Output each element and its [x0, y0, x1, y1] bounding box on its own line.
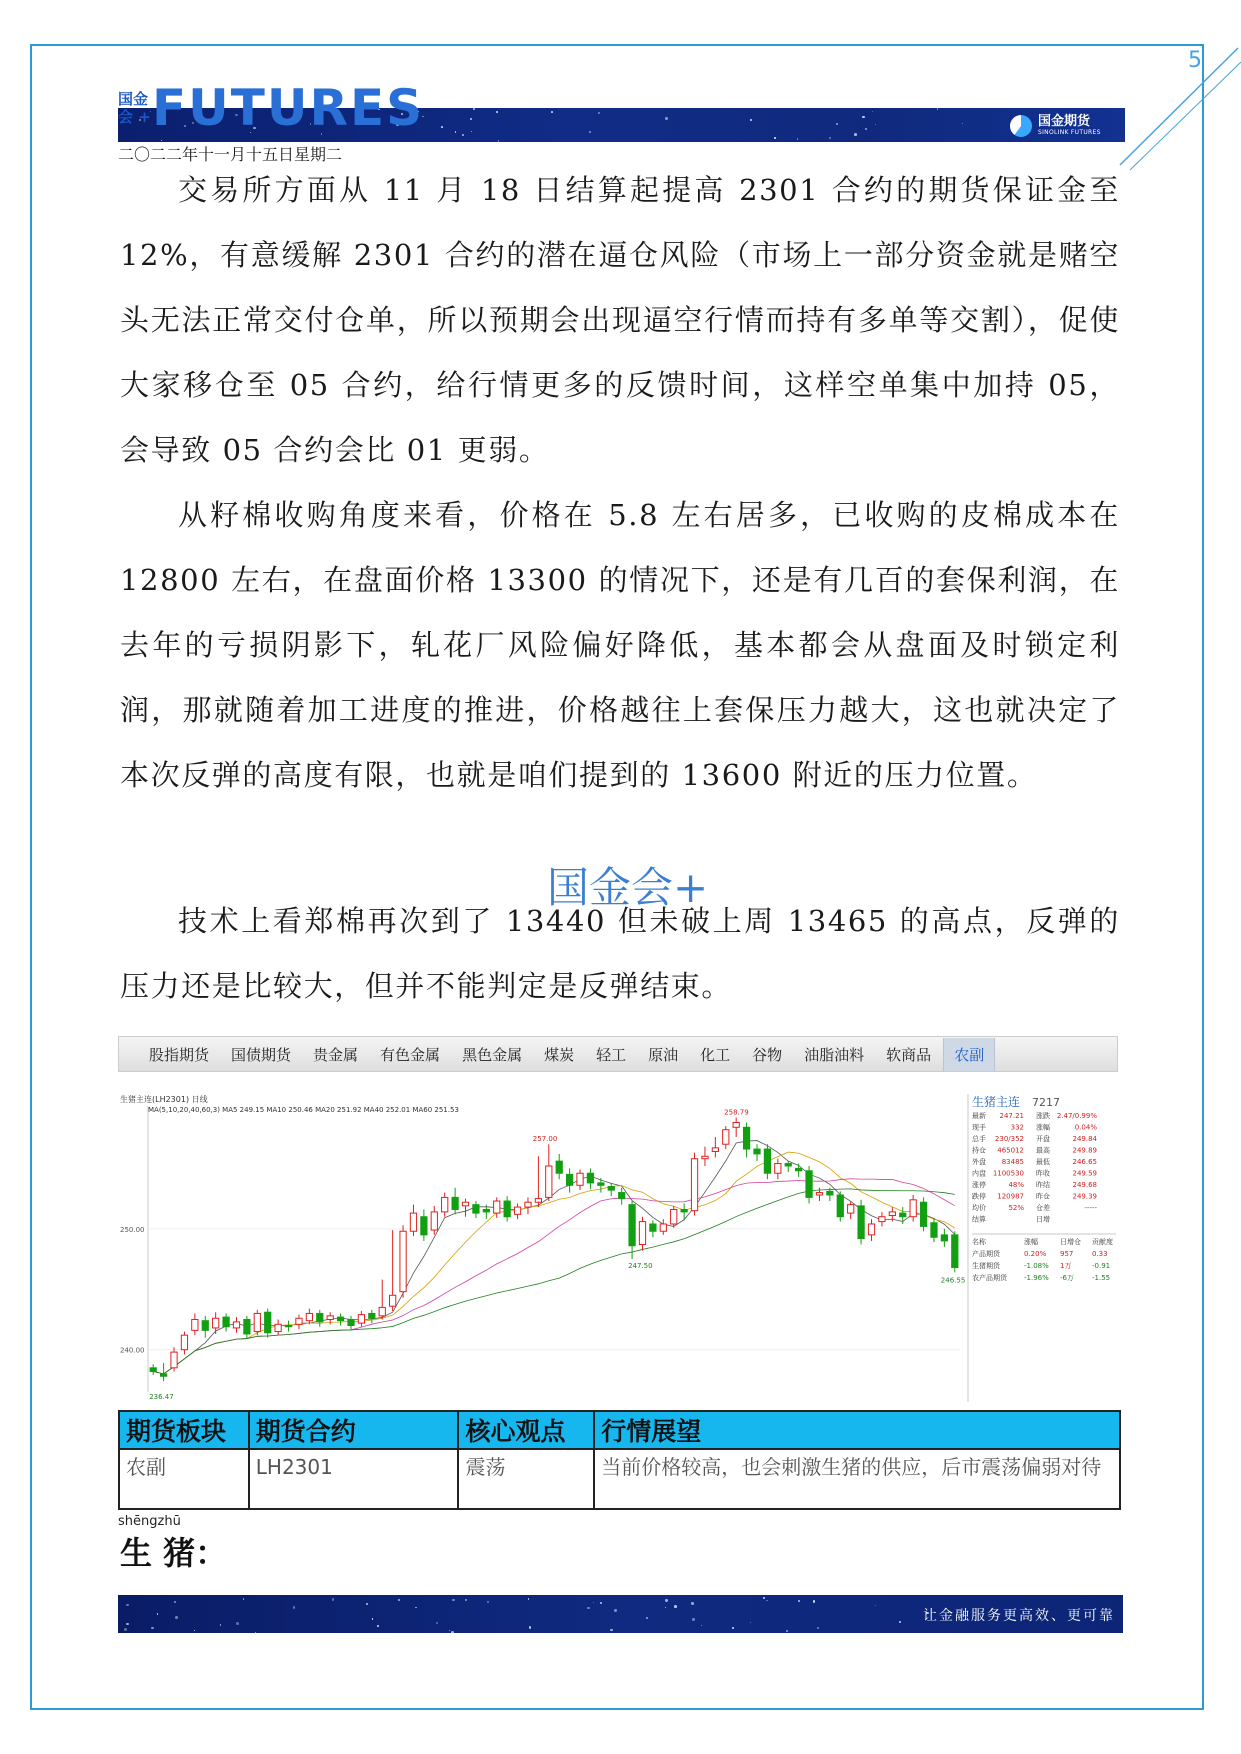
band-star-dot — [415, 1607, 417, 1609]
candle-body — [691, 1159, 697, 1211]
candle-body — [504, 1201, 510, 1217]
quote-field-label: 开盘 — [1036, 1135, 1050, 1143]
candle-body — [712, 1148, 718, 1152]
band-star-dot — [462, 134, 464, 136]
candle-body — [743, 1127, 749, 1149]
paragraph-margin: 交易所方面从 11 月 18 日结算起提高 2301 合约的期货保证金至 12%，有意缓解 2301 合约的潜在逼仓风险（市场上一部分资金就是赌空头无法正常交付仓单，所以预期会出现逼空行情而持有多单等交割），促使大家移仓至 05 合约，给行情更多的反馈时间，这样空单集中加持 05，会导致 05 合约会比 01 更弱。 — [120, 173, 1120, 467]
candle-body — [754, 1149, 760, 1154]
chart-ma-legend: MA(5,10,20,40,60,3) MA5 249.15 MA10 250.46 MA20 251.92 MA40 252.01 MA60 251.53 — [148, 1106, 459, 1114]
candle-body — [608, 1187, 614, 1191]
quote-field-label: 总手 — [972, 1135, 986, 1143]
band-star-dot — [220, 1624, 221, 1625]
band-star-dot — [875, 1605, 876, 1606]
chart-last-label: 246.55 — [940, 1276, 966, 1285]
band-star-dot — [701, 1625, 702, 1626]
band-star-dot — [732, 1627, 734, 1629]
candle-body — [535, 1199, 541, 1203]
quote-field-label: 昨结 — [1036, 1181, 1050, 1189]
band-star-dot — [126, 1623, 129, 1626]
candle-body — [202, 1321, 208, 1331]
quote-field-label: 持仓 — [972, 1146, 986, 1155]
candle-body — [556, 1161, 562, 1173]
band-star-dot — [774, 137, 776, 139]
chart-mid-high-label: 257.00 — [532, 1135, 558, 1144]
candle-body — [910, 1200, 916, 1217]
quote-field-value: 83485 — [1001, 1158, 1024, 1166]
quote-section-cell: 0.20% — [1024, 1250, 1047, 1258]
band-star-dot — [862, 116, 864, 118]
candle-body — [452, 1197, 458, 1209]
candle-body — [837, 1195, 843, 1217]
outlook-table — [118, 1410, 1121, 1510]
candle-body — [619, 1193, 625, 1199]
candle-body — [775, 1164, 781, 1174]
quote-section-header: 涨幅 — [1024, 1238, 1038, 1246]
candlestick-chart — [118, 1092, 1118, 1404]
table-row — [119, 1449, 1120, 1509]
band-star-dot — [610, 1629, 612, 1631]
band-star-dot — [766, 1600, 767, 1601]
chart-high-label: 258.79 — [724, 1108, 749, 1117]
category-tab[interactable]: 原油 — [648, 1045, 679, 1064]
candle-body — [566, 1174, 572, 1185]
band-star-dot — [194, 1630, 195, 1631]
candle-body — [681, 1209, 687, 1211]
chart-svg — [118, 1092, 1118, 1404]
candle-body — [577, 1173, 583, 1185]
candle-body — [639, 1222, 645, 1245]
band-star-dot — [875, 124, 876, 125]
candle-body — [390, 1295, 396, 1306]
band-star-dot — [236, 1622, 239, 1625]
candle-body — [660, 1224, 666, 1231]
logo-cn: 国金期货 — [1038, 114, 1091, 129]
quote-field-value: 2.47/0.99% — [1056, 1112, 1097, 1120]
candle-body — [473, 1205, 479, 1213]
band-star-dot — [600, 1602, 602, 1604]
band-star-dot — [451, 1631, 454, 1633]
logo-en: SINOLINK FUTURES — [1038, 129, 1101, 136]
band-star-dot — [665, 1599, 667, 1601]
candle-body — [275, 1324, 281, 1331]
candle-body — [525, 1202, 531, 1207]
quote-field-label: 最高 — [1036, 1146, 1050, 1155]
category-tab[interactable]: 软商品 — [886, 1045, 932, 1064]
candle-body — [868, 1224, 874, 1235]
band-star-dot — [899, 1621, 901, 1623]
band-star-dot — [854, 133, 857, 136]
candle-body — [410, 1213, 416, 1231]
candle-body — [254, 1313, 260, 1331]
quote-field-value: 249.89 — [1072, 1146, 1097, 1155]
candle-body — [150, 1368, 156, 1372]
candle-body — [462, 1202, 468, 1206]
candle-body — [587, 1173, 593, 1183]
quote-name: 生猪主连 — [972, 1095, 1021, 1109]
table-header-sector: 期货板块 — [119, 1411, 249, 1449]
band-star-dot — [646, 1617, 648, 1619]
sinolink-logo — [1010, 113, 1101, 139]
table-cell-contract: LH2301 — [249, 1449, 459, 1509]
quote-field-value: 249.59 — [1072, 1169, 1097, 1178]
band-star-dot — [487, 1601, 489, 1603]
quote-section-cell: 0.33 — [1092, 1250, 1108, 1258]
brand-futures: FUTURES — [152, 79, 425, 137]
category-tab[interactable]: 黑色金属 — [462, 1045, 523, 1064]
table-header-view: 核心观点 — [458, 1411, 594, 1449]
band-star-dot — [872, 111, 873, 112]
band-star-dot — [398, 1599, 400, 1601]
candle-body — [317, 1313, 323, 1321]
quote-field-label: 结算 — [972, 1215, 986, 1224]
band-star-dot — [817, 1627, 819, 1629]
candle-body — [816, 1193, 822, 1195]
band-star-dot — [598, 112, 600, 114]
brand-small-line2: 会 + — [118, 108, 151, 126]
quote-field-value: 230/352 — [994, 1135, 1024, 1143]
band-star-dot — [255, 1632, 256, 1633]
candle-body — [296, 1318, 302, 1324]
band-star-dot — [465, 1599, 467, 1601]
band-star-dot — [293, 1606, 295, 1608]
band-star-dot — [473, 108, 475, 110]
category-tab[interactable]: 农副 — [943, 1038, 995, 1071]
band-star-dot — [937, 108, 939, 110]
quote-field-value: 465012 — [997, 1146, 1024, 1155]
candle-body — [848, 1205, 854, 1213]
quote-section-cell: -1.08% — [1024, 1262, 1049, 1270]
table-cell-sector: 农副 — [119, 1449, 249, 1509]
quote-section-cell: 生猪期货 — [972, 1262, 1000, 1270]
category-tab[interactable]: 谷物 — [752, 1045, 783, 1064]
table-header-contract: 期货合约 — [249, 1411, 459, 1449]
candle-body — [192, 1319, 198, 1330]
quote-section-cell: -1.55 — [1092, 1274, 1111, 1282]
candle-body — [733, 1122, 739, 1127]
band-star-dot — [865, 128, 867, 130]
brand-small-line1: 国金 — [118, 90, 149, 108]
band-star-dot — [528, 1598, 530, 1600]
quote-section-header: 名称 — [972, 1238, 986, 1246]
band-star-dot — [372, 1618, 374, 1620]
quote-field-label: 外盘 — [972, 1158, 986, 1166]
band-star-dot — [126, 1604, 128, 1606]
candle-body — [952, 1235, 958, 1268]
candle-body — [723, 1130, 729, 1145]
quote-section-cell: -6万 — [1060, 1274, 1074, 1282]
candle-body — [598, 1183, 604, 1185]
band-star-dot — [836, 123, 838, 125]
quote-field-value: 247.21 — [999, 1112, 1024, 1120]
band-star-dot — [452, 1599, 454, 1601]
band-star-dot — [441, 126, 443, 128]
candle-body — [379, 1307, 385, 1315]
candle-body — [702, 1156, 708, 1158]
band-star-dot — [436, 1622, 438, 1624]
quote-field-label: 仓差 — [1036, 1204, 1050, 1212]
candle-body — [244, 1319, 250, 1334]
band-star-dot — [470, 118, 472, 120]
candle-body — [213, 1318, 219, 1328]
candle-body — [931, 1223, 937, 1238]
candle-body — [358, 1315, 364, 1323]
candle-body — [160, 1374, 166, 1376]
candle-body — [889, 1212, 895, 1216]
quote-field-value: 52% — [1008, 1204, 1024, 1212]
candle-body — [171, 1352, 177, 1368]
candle-body — [348, 1319, 354, 1325]
quote-section-cell: 957 — [1060, 1250, 1074, 1258]
band-star-dot — [366, 1603, 368, 1605]
candle-body — [181, 1335, 187, 1350]
quote-field-label: 昨收 — [1036, 1169, 1050, 1178]
candle-body — [941, 1235, 947, 1241]
brand-small-mark — [118, 90, 152, 126]
band-star-dot — [496, 111, 498, 113]
band-star-dot — [551, 111, 553, 113]
category-tab[interactable]: 煤炭 — [544, 1045, 575, 1064]
quote-field-value: 249.39 — [1072, 1192, 1097, 1201]
candle-body — [483, 1209, 489, 1211]
category-tab[interactable]: 股指期货 — [149, 1045, 210, 1064]
candle-body — [494, 1201, 500, 1213]
quote-field-label: 跌停 — [972, 1192, 986, 1201]
candle-body — [806, 1171, 812, 1198]
quote-field-label: 日增 — [1036, 1215, 1050, 1224]
quote-field-value: 249.84 — [1072, 1135, 1097, 1143]
candle-body — [421, 1217, 427, 1235]
candle-body — [442, 1197, 448, 1212]
report-date: 二〇二二年十一月十五日星期二 — [118, 145, 343, 164]
band-star-dot — [763, 1597, 765, 1599]
band-star-dot — [151, 1627, 153, 1629]
quote-field-label: 涨幅 — [1036, 1123, 1050, 1132]
band-star-dot — [813, 1600, 815, 1602]
category-tab[interactable]: 油脂油料 — [804, 1045, 865, 1064]
candle-body — [233, 1322, 239, 1328]
quote-section-cell: 农产品期货 — [972, 1274, 1007, 1282]
watermark: 国金会+ — [547, 863, 709, 912]
band-star-dot — [377, 1625, 379, 1627]
quote-section-cell: 1万 — [1060, 1262, 1072, 1270]
band-star-dot — [589, 131, 591, 133]
candle-body — [650, 1224, 656, 1231]
footer-band — [118, 1595, 1123, 1633]
quote-field-value: 246.65 — [1072, 1158, 1097, 1166]
candle-body — [306, 1313, 312, 1320]
band-star-dot — [471, 131, 472, 132]
quote-field-value: ----- — [1084, 1204, 1097, 1212]
chart-y-tick-label: 250.00 — [120, 1225, 145, 1234]
chart-low-label: 247.50 — [628, 1262, 653, 1271]
category-tab[interactable]: 轻工 — [596, 1045, 627, 1064]
band-star-dot — [962, 123, 963, 124]
band-star-dot — [529, 1626, 532, 1629]
band-star-dot — [175, 1616, 178, 1619]
table-cell-outlook: 当前价格较高，也会刺激生猪的供应，后市震荡偏弱对待 — [594, 1449, 1120, 1509]
quote-section-header: 日增仓 — [1060, 1238, 1081, 1246]
quote-field-value: 120987 — [997, 1192, 1024, 1201]
band-star-dot — [455, 131, 456, 132]
band-star-dot — [797, 138, 798, 139]
band-star-dot — [665, 117, 667, 119]
candle-body — [369, 1313, 375, 1318]
candle-body — [546, 1166, 552, 1197]
band-star-dot — [674, 1605, 677, 1608]
quote-field-label: 涨停 — [972, 1181, 986, 1189]
candle-body — [265, 1312, 271, 1333]
section-pinyin: shēngzhū — [118, 1514, 181, 1529]
candle-body — [327, 1316, 333, 1320]
band-star-dot — [243, 1598, 244, 1599]
candle-body — [785, 1164, 791, 1166]
quote-field-value: 0.04% — [1074, 1123, 1097, 1132]
quote-field-label: 均价 — [972, 1204, 986, 1212]
chart-title: 生猪主连(LH2301) 日线 — [120, 1095, 208, 1104]
band-star-dot — [587, 1607, 590, 1610]
candle-body — [285, 1326, 291, 1327]
band-star-dot — [665, 1607, 666, 1608]
candle-body — [900, 1213, 906, 1217]
chart-y-tick-label: 240.00 — [120, 1346, 145, 1355]
band-star-dot — [498, 140, 499, 141]
paragraph-technical: 技术上看郑棉再次到了 13440 但未破上周 13465 的高点，反弹的压力还是比较大，但并不能判定是反弹结束。 — [120, 904, 1120, 1003]
chart-start-label: 236.47 — [149, 1393, 174, 1401]
quote-section-cell: 产品期货 — [972, 1250, 1000, 1258]
category-tab[interactable]: 贵金属 — [313, 1045, 359, 1064]
quote-field-value: 332 — [1010, 1123, 1024, 1132]
candle-body — [879, 1217, 885, 1222]
candle-body — [671, 1209, 677, 1224]
candle-body — [337, 1317, 343, 1321]
paragraph-seed-cotton: 从籽棉收购角度来看，价格在 5.8 左右居多，已收购的皮棉成本在 12800 左右，在盘面价格 13300 的情况下，还是有几百的套保利润，在去年的亏损阴影下，轧花厂风险偏好降低，基本都会从盘面及时锁定利润，那就随着加工进度的推进，价格越往上套保压力越大，这也就决定了本次反弹的高度有限，也就是咱们提到的 13600 附近的压力位置。 — [120, 498, 1120, 792]
quote-field-label: 涨跌 — [1036, 1112, 1050, 1120]
band-star-dot — [692, 1618, 695, 1621]
band-star-dot — [593, 1602, 594, 1603]
candle-body — [764, 1149, 770, 1173]
band-star-dot — [124, 1628, 127, 1631]
table-header-outlook: 行情展望 — [594, 1411, 1120, 1449]
quote-field-value: 48% — [1008, 1181, 1024, 1189]
quote-code: 7217 — [1032, 1096, 1060, 1109]
candle-body — [431, 1212, 437, 1230]
quote-field-label: 最低 — [1036, 1158, 1050, 1166]
section-title-hog: 生 猪： — [120, 1534, 228, 1572]
band-star-dot — [829, 137, 831, 139]
quote-field-label: 内盘 — [972, 1169, 986, 1178]
corner-decoration — [1110, 40, 1241, 180]
table-cell-view: 震荡 — [458, 1449, 594, 1509]
candle-body — [796, 1168, 802, 1170]
band-star-dot — [786, 1630, 788, 1632]
candle-body — [400, 1231, 406, 1291]
quote-section-cell: -1.96% — [1024, 1274, 1049, 1282]
band-star-dot — [157, 1613, 158, 1614]
band-star-dot — [332, 1598, 334, 1600]
candle-body — [920, 1202, 926, 1226]
quote-section-header: 贡献度 — [1092, 1238, 1113, 1246]
band-star-dot — [614, 1609, 617, 1612]
quote-field-label: 最新 — [972, 1112, 986, 1120]
category-tab[interactable]: 国债期货 — [231, 1045, 292, 1064]
quote-field-label: 现手 — [972, 1123, 986, 1132]
category-tab[interactable]: 有色金属 — [380, 1045, 441, 1064]
quote-section-cell: -0.91 — [1092, 1262, 1111, 1270]
category-tab[interactable]: 化工 — [700, 1045, 731, 1064]
footer-slogan: 让金融服务更高效、更可靠 — [923, 1608, 1115, 1624]
band-star-dot — [174, 1601, 176, 1603]
band-star-dot — [798, 1600, 800, 1602]
candle-body — [629, 1205, 635, 1246]
band-star-dot — [691, 1602, 693, 1604]
band-star-dot — [750, 1622, 751, 1623]
candle-body — [827, 1191, 833, 1195]
band-star-dot — [750, 119, 752, 121]
quote-field-label: 昨仓 — [1036, 1192, 1050, 1201]
candle-body — [223, 1317, 229, 1327]
category-bar — [118, 1036, 1118, 1072]
candle-body — [514, 1207, 520, 1214]
page-number: 5 — [1188, 48, 1202, 73]
sinolink-logo-icon — [1010, 115, 1032, 137]
quote-field-value: 249.68 — [1072, 1181, 1097, 1189]
candle-body — [858, 1206, 864, 1239]
quote-field-value: 1100530 — [992, 1169, 1024, 1178]
